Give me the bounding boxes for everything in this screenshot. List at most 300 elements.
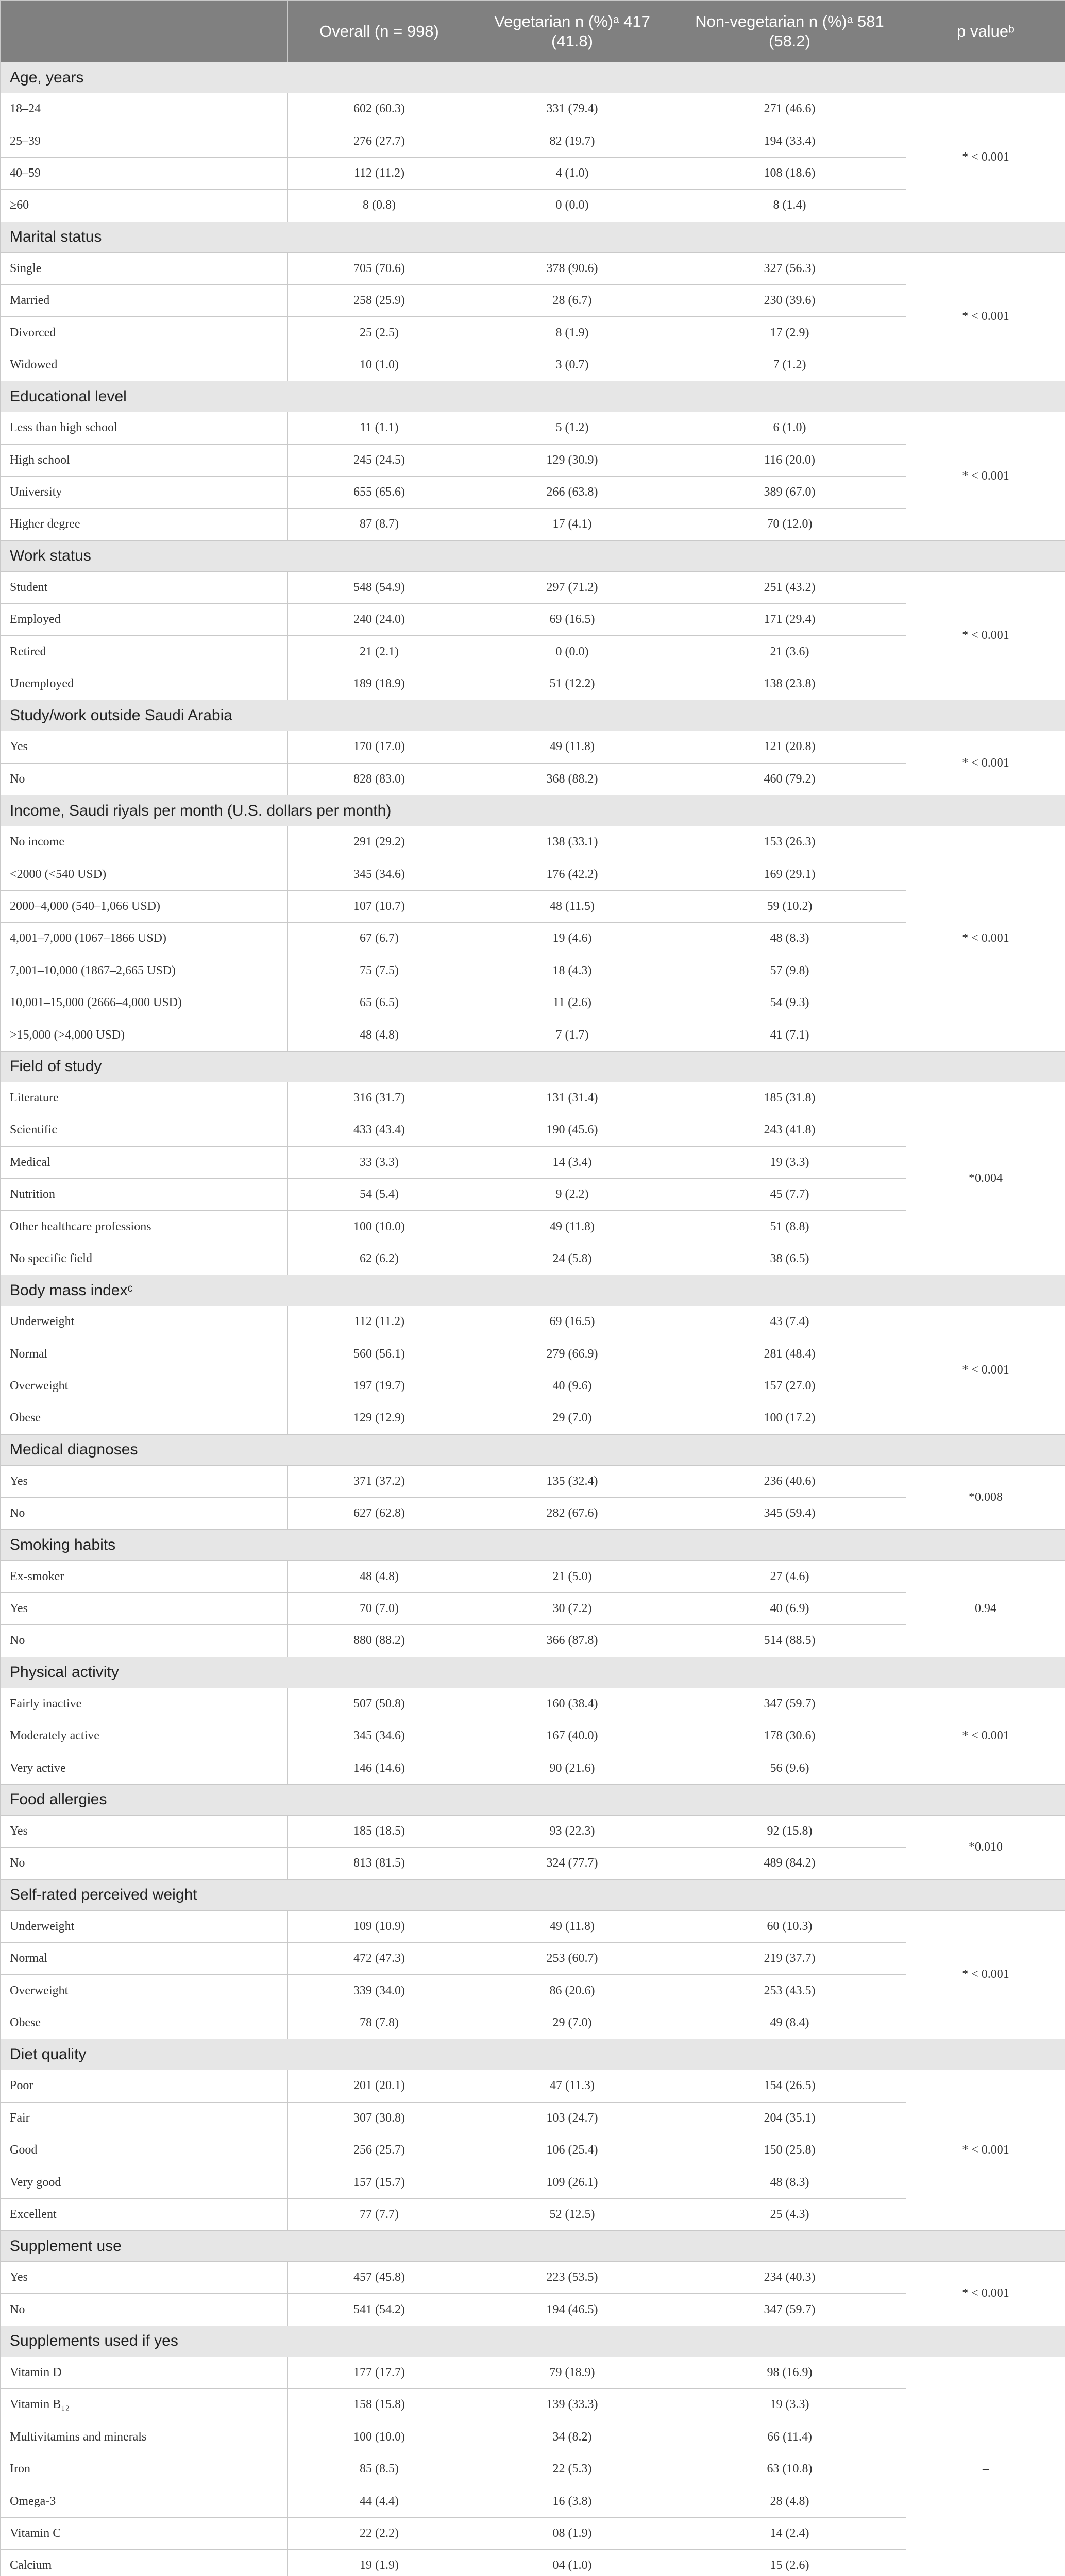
non-vegetarian-value: 17 (2.9): [673, 317, 906, 349]
p-value: * < 0.001: [906, 2262, 1065, 2326]
overall-value: 21 (2.1): [288, 636, 471, 668]
overall-value: 157 (15.7): [288, 2166, 471, 2198]
section-header-row: [1, 1434, 1065, 1465]
row-label: Single: [1, 252, 288, 284]
table-row: [1, 1465, 1065, 1497]
p-value: * < 0.001: [906, 93, 1065, 222]
row-label: Widowed: [1, 349, 288, 381]
section-title: Smoking habits: [1, 1530, 1065, 1561]
table-row: [1, 955, 1065, 987]
vegetarian-value: 04 (1.0): [471, 2550, 673, 2576]
section-header-row: [1, 1275, 1065, 1306]
non-vegetarian-value: 54 (9.3): [673, 987, 906, 1019]
table-row: [1, 2007, 1065, 2039]
table-row: [1, 476, 1065, 508]
overall-value: 201 (20.1): [288, 2070, 471, 2102]
header-p-value: p valueᵇ: [906, 1, 1065, 62]
overall-value: 25 (2.5): [288, 317, 471, 349]
overall-value: 67 (6.7): [288, 923, 471, 955]
row-label: Ex-smoker: [1, 1561, 288, 1592]
non-vegetarian-value: 194 (33.4): [673, 125, 906, 157]
row-label: Multivitamins and minerals: [1, 2421, 288, 2453]
p-value: –: [906, 2357, 1065, 2576]
row-label: No: [1, 2294, 288, 2326]
non-vegetarian-value: 66 (11.4): [673, 2421, 906, 2453]
table-row: [1, 1592, 1065, 1624]
section-header-row: [1, 795, 1065, 826]
section-header-row: [1, 1530, 1065, 1561]
p-value: * < 0.001: [906, 412, 1065, 541]
overall-value: 548 (54.9): [288, 571, 471, 603]
overall-value: 65 (6.5): [288, 987, 471, 1019]
non-vegetarian-value: 150 (25.8): [673, 2134, 906, 2166]
header-label-column: [1, 1, 288, 62]
row-label: Vitamin B₁₂: [1, 2389, 288, 2421]
non-vegetarian-value: 121 (20.8): [673, 731, 906, 763]
overall-value: 77 (7.7): [288, 2198, 471, 2230]
section-header-row: [1, 2039, 1065, 2070]
overall-value: 828 (83.0): [288, 763, 471, 795]
table-row: [1, 1561, 1065, 1592]
row-label: Higher degree: [1, 509, 288, 540]
vegetarian-value: 129 (30.9): [471, 444, 673, 476]
row-label: Divorced: [1, 317, 288, 349]
table-row: [1, 2166, 1065, 2198]
overall-value: 109 (10.9): [288, 1910, 471, 1942]
non-vegetarian-value: 347 (59.7): [673, 1688, 906, 1720]
overall-value: 345 (34.6): [288, 1720, 471, 1752]
row-label: Moderately active: [1, 1720, 288, 1752]
table-row: [1, 1306, 1065, 1338]
vegetarian-value: 48 (11.5): [471, 890, 673, 922]
row-label: 7,001–10,000 (1867–2,665 USD): [1, 955, 288, 987]
table-row: [1, 1498, 1065, 1530]
row-label: Good: [1, 2134, 288, 2166]
overall-value: 100 (10.0): [288, 2421, 471, 2453]
non-vegetarian-value: 178 (30.6): [673, 1720, 906, 1752]
non-vegetarian-value: 116 (20.0): [673, 444, 906, 476]
section-title: Diet quality: [1, 2039, 1065, 2070]
overall-value: 19 (1.9): [288, 2550, 471, 2576]
row-label: Normal: [1, 1338, 288, 1370]
table-row: [1, 731, 1065, 763]
vegetarian-value: 14 (3.4): [471, 1146, 673, 1178]
table-row: [1, 509, 1065, 540]
row-label: Underweight: [1, 1306, 288, 1338]
overall-value: 44 (4.4): [288, 2485, 471, 2517]
non-vegetarian-value: 108 (18.6): [673, 157, 906, 189]
row-label: Yes: [1, 1465, 288, 1497]
overall-value: 258 (25.9): [288, 284, 471, 316]
section-title: Age, years: [1, 62, 1065, 93]
vegetarian-value: 24 (5.8): [471, 1243, 673, 1275]
row-label: Vitamin D: [1, 2357, 288, 2388]
vegetarian-value: 378 (90.6): [471, 252, 673, 284]
non-vegetarian-value: 138 (23.8): [673, 668, 906, 700]
section-header-row: [1, 2231, 1065, 2262]
non-vegetarian-value: 28 (4.8): [673, 2485, 906, 2517]
vegetarian-value: 167 (40.0): [471, 1720, 673, 1752]
overall-value: 339 (34.0): [288, 1975, 471, 2007]
vegetarian-value: 103 (24.7): [471, 2102, 673, 2134]
non-vegetarian-value: 347 (59.7): [673, 2294, 906, 2326]
table-row: [1, 317, 1065, 349]
non-vegetarian-value: 8 (1.4): [673, 190, 906, 222]
p-value: 0.94: [906, 1561, 1065, 1657]
vegetarian-value: 223 (53.5): [471, 2262, 673, 2294]
vegetarian-value: 49 (11.8): [471, 1910, 673, 1942]
row-label: Employed: [1, 604, 288, 636]
overall-value: 170 (17.0): [288, 731, 471, 763]
row-label: Married: [1, 284, 288, 316]
overall-value: 371 (37.2): [288, 1465, 471, 1497]
section-title: Supplement use: [1, 2231, 1065, 2262]
overall-value: 197 (19.7): [288, 1370, 471, 1402]
overall-value: 189 (18.9): [288, 668, 471, 700]
vegetarian-value: 40 (9.6): [471, 1370, 673, 1402]
non-vegetarian-value: 185 (31.8): [673, 1082, 906, 1114]
vegetarian-value: 93 (22.3): [471, 1815, 673, 1847]
non-vegetarian-value: 43 (7.4): [673, 1306, 906, 1338]
row-label: Calcium: [1, 2550, 288, 2576]
table-row: [1, 1402, 1065, 1434]
p-value: * < 0.001: [906, 2070, 1065, 2231]
table-row: [1, 2198, 1065, 2230]
overall-value: 146 (14.6): [288, 1752, 471, 1784]
table-row: [1, 1720, 1065, 1752]
overall-value: 112 (11.2): [288, 1306, 471, 1338]
overall-value: 276 (27.7): [288, 125, 471, 157]
table-row: [1, 2134, 1065, 2166]
header-vegetarian: Vegetarian n (%)ᵃ 417 (41.8): [471, 1, 673, 62]
vegetarian-value: 47 (11.3): [471, 2070, 673, 2102]
vegetarian-value: 138 (33.1): [471, 826, 673, 858]
non-vegetarian-value: 60 (10.3): [673, 1910, 906, 1942]
table-row: [1, 93, 1065, 125]
table-row: [1, 2550, 1065, 2576]
vegetarian-value: 368 (88.2): [471, 763, 673, 795]
vegetarian-value: 49 (11.8): [471, 1211, 673, 1243]
non-vegetarian-value: 15 (2.6): [673, 2550, 906, 2576]
overall-value: 705 (70.6): [288, 252, 471, 284]
overall-value: 85 (8.5): [288, 2453, 471, 2485]
overall-value: 433 (43.4): [288, 1114, 471, 1146]
vegetarian-value: 3 (0.7): [471, 349, 673, 381]
overall-value: 70 (7.0): [288, 1592, 471, 1624]
table-row: [1, 125, 1065, 157]
row-label: Scientific: [1, 1114, 288, 1146]
row-label: Normal: [1, 1942, 288, 1974]
vegetarian-value: 190 (45.6): [471, 1114, 673, 1146]
vegetarian-value: 160 (38.4): [471, 1688, 673, 1720]
row-label: No specific field: [1, 1243, 288, 1275]
row-label: Yes: [1, 2262, 288, 2294]
section-title: Field of study: [1, 1051, 1065, 1082]
section-title: Medical diagnoses: [1, 1434, 1065, 1465]
p-value: * < 0.001: [906, 252, 1065, 381]
table-row: [1, 636, 1065, 668]
row-label: Very active: [1, 1752, 288, 1784]
overall-value: 100 (10.0): [288, 1211, 471, 1243]
vegetarian-value: 86 (20.6): [471, 1975, 673, 2007]
overall-value: 177 (17.7): [288, 2357, 471, 2388]
vegetarian-value: 90 (21.6): [471, 1752, 673, 1784]
overall-value: 560 (56.1): [288, 1338, 471, 1370]
row-label: Unemployed: [1, 668, 288, 700]
overall-value: 345 (34.6): [288, 858, 471, 890]
section-title: Physical activity: [1, 1657, 1065, 1688]
row-label: Other healthcare professions: [1, 1211, 288, 1243]
overall-value: 22 (2.2): [288, 2517, 471, 2549]
vegetarian-value: 82 (19.7): [471, 125, 673, 157]
table-row: [1, 1082, 1065, 1114]
overall-value: 48 (4.8): [288, 1019, 471, 1051]
vegetarian-value: 08 (1.9): [471, 2517, 673, 2549]
table-row: [1, 2294, 1065, 2326]
non-vegetarian-value: 70 (12.0): [673, 509, 906, 540]
table-row: [1, 252, 1065, 284]
section-header-row: [1, 540, 1065, 571]
non-vegetarian-value: 271 (46.6): [673, 93, 906, 125]
table-row: [1, 1211, 1065, 1243]
overall-value: 54 (5.4): [288, 1178, 471, 1210]
overall-value: 112 (11.2): [288, 157, 471, 189]
table-row: [1, 1910, 1065, 1942]
overall-value: 813 (81.5): [288, 1848, 471, 1879]
overall-value: 291 (29.2): [288, 826, 471, 858]
row-label: No income: [1, 826, 288, 858]
p-value: * < 0.001: [906, 1910, 1065, 2039]
non-vegetarian-value: 14 (2.4): [673, 2517, 906, 2549]
row-label: Omega-3: [1, 2485, 288, 2517]
row-label: 10,001–15,000 (2666–4,000 USD): [1, 987, 288, 1019]
overall-value: 541 (54.2): [288, 2294, 471, 2326]
overall-value: 158 (15.8): [288, 2389, 471, 2421]
row-label: Obese: [1, 2007, 288, 2039]
non-vegetarian-value: 41 (7.1): [673, 1019, 906, 1051]
vegetarian-value: 282 (67.6): [471, 1498, 673, 1530]
p-value: * < 0.001: [906, 1688, 1065, 1784]
table-row: [1, 412, 1065, 444]
table-row: [1, 1848, 1065, 1879]
p-value: * < 0.001: [906, 826, 1065, 1052]
row-label: No: [1, 1625, 288, 1657]
table-row: [1, 2262, 1065, 2294]
vegetarian-value: 253 (60.7): [471, 1942, 673, 1974]
vegetarian-value: 11 (2.6): [471, 987, 673, 1019]
vegetarian-value: 29 (7.0): [471, 1402, 673, 1434]
non-vegetarian-value: 219 (37.7): [673, 1942, 906, 1974]
non-vegetarian-value: 38 (6.5): [673, 1243, 906, 1275]
non-vegetarian-value: 345 (59.4): [673, 1498, 906, 1530]
table-row: [1, 987, 1065, 1019]
non-vegetarian-value: 48 (8.3): [673, 2166, 906, 2198]
table-body: [1, 62, 1065, 2576]
table-row: [1, 890, 1065, 922]
header-non-vegetarian: Non-vegetarian n (%)ᵃ 581 (58.2): [673, 1, 906, 62]
non-vegetarian-value: 234 (40.3): [673, 2262, 906, 2294]
table-row: [1, 1625, 1065, 1657]
overall-value: 129 (12.9): [288, 1402, 471, 1434]
row-label: Very good: [1, 2166, 288, 2198]
overall-value: 316 (31.7): [288, 1082, 471, 1114]
non-vegetarian-value: 27 (4.6): [673, 1561, 906, 1592]
row-label: Vitamin C: [1, 2517, 288, 2549]
table-row: [1, 1114, 1065, 1146]
section-title: Work status: [1, 540, 1065, 571]
table-row: [1, 444, 1065, 476]
non-vegetarian-value: 171 (29.4): [673, 604, 906, 636]
section-title: Marital status: [1, 222, 1065, 252]
vegetarian-value: 194 (46.5): [471, 2294, 673, 2326]
row-label: No: [1, 763, 288, 795]
vegetarian-value: 4 (1.0): [471, 157, 673, 189]
row-label: Student: [1, 571, 288, 603]
overall-value: 240 (24.0): [288, 604, 471, 636]
non-vegetarian-value: 243 (41.8): [673, 1114, 906, 1146]
non-vegetarian-value: 236 (40.6): [673, 1465, 906, 1497]
row-label: Yes: [1, 1815, 288, 1847]
row-label: 2000–4,000 (540–1,066 USD): [1, 890, 288, 922]
table-row: [1, 1146, 1065, 1178]
table-row: [1, 2421, 1065, 2453]
non-vegetarian-value: 157 (27.0): [673, 1370, 906, 1402]
non-vegetarian-value: 489 (84.2): [673, 1848, 906, 1879]
row-label: ≥60: [1, 190, 288, 222]
vegetarian-value: 51 (12.2): [471, 668, 673, 700]
non-vegetarian-value: 56 (9.6): [673, 1752, 906, 1784]
row-label: University: [1, 476, 288, 508]
vegetarian-value: 8 (1.9): [471, 317, 673, 349]
row-label: Medical: [1, 1146, 288, 1178]
table-row: [1, 604, 1065, 636]
p-value: * < 0.001: [906, 731, 1065, 795]
table-row: [1, 1688, 1065, 1720]
section-title: Income, Saudi riyals per month (U.S. dollars per month): [1, 795, 1065, 826]
table-row: [1, 1370, 1065, 1402]
vegetarian-value: 19 (4.6): [471, 923, 673, 955]
non-vegetarian-value: 57 (9.8): [673, 955, 906, 987]
table-header-row: [1, 1, 1065, 62]
table-row: [1, 2517, 1065, 2549]
non-vegetarian-value: 59 (10.2): [673, 890, 906, 922]
row-label: No: [1, 1848, 288, 1879]
non-vegetarian-value: 169 (29.1): [673, 858, 906, 890]
non-vegetarian-value: 98 (16.9): [673, 2357, 906, 2388]
non-vegetarian-value: 327 (56.3): [673, 252, 906, 284]
row-label: Fairly inactive: [1, 1688, 288, 1720]
table-row: [1, 1338, 1065, 1370]
overall-value: 627 (62.8): [288, 1498, 471, 1530]
section-title: Self-rated perceived weight: [1, 1879, 1065, 1910]
header-overall: Overall (n = 998): [288, 1, 471, 62]
section-header-row: [1, 1879, 1065, 1910]
non-vegetarian-value: 21 (3.6): [673, 636, 906, 668]
row-label: Overweight: [1, 1370, 288, 1402]
vegetarian-value: 69 (16.5): [471, 1306, 673, 1338]
table-row: [1, 1243, 1065, 1275]
vegetarian-value: 139 (33.3): [471, 2389, 673, 2421]
vegetarian-value: 279 (66.9): [471, 1338, 673, 1370]
section-header-row: [1, 1657, 1065, 1688]
vegetarian-value: 0 (0.0): [471, 190, 673, 222]
table-row: [1, 2453, 1065, 2485]
non-vegetarian-value: 253 (43.5): [673, 1975, 906, 2007]
p-value: *0.010: [906, 1815, 1065, 1879]
non-vegetarian-value: 460 (79.2): [673, 763, 906, 795]
table-row: [1, 826, 1065, 858]
overall-value: 256 (25.7): [288, 2134, 471, 2166]
vegetarian-value: 135 (32.4): [471, 1465, 673, 1497]
table-row: [1, 2357, 1065, 2388]
vegetarian-value: 69 (16.5): [471, 604, 673, 636]
table-row: [1, 1178, 1065, 1210]
section-header-row: [1, 700, 1065, 731]
row-label: Yes: [1, 1592, 288, 1624]
overall-value: 507 (50.8): [288, 1688, 471, 1720]
vegetarian-value: 109 (26.1): [471, 2166, 673, 2198]
table-row: [1, 1752, 1065, 1784]
table-row: [1, 190, 1065, 222]
overall-value: 75 (7.5): [288, 955, 471, 987]
overall-value: 245 (24.5): [288, 444, 471, 476]
section-header-row: [1, 2326, 1065, 2357]
vegetarian-value: 9 (2.2): [471, 1178, 673, 1210]
non-vegetarian-value: 153 (26.3): [673, 826, 906, 858]
vegetarian-value: 176 (42.2): [471, 858, 673, 890]
vegetarian-value: 17 (4.1): [471, 509, 673, 540]
overall-value: 8 (0.8): [288, 190, 471, 222]
row-label: Retired: [1, 636, 288, 668]
overall-value: 87 (8.7): [288, 509, 471, 540]
non-vegetarian-value: 19 (3.3): [673, 1146, 906, 1178]
table-row: [1, 2389, 1065, 2421]
non-vegetarian-value: 92 (15.8): [673, 1815, 906, 1847]
non-vegetarian-value: 63 (10.8): [673, 2453, 906, 2485]
table-row: [1, 2485, 1065, 2517]
table-row: [1, 923, 1065, 955]
vegetarian-value: 331 (79.4): [471, 93, 673, 125]
overall-value: 78 (7.8): [288, 2007, 471, 2039]
overall-value: 11 (1.1): [288, 412, 471, 444]
section-title: Body mass indexᶜ: [1, 1275, 1065, 1306]
non-vegetarian-value: 281 (48.4): [673, 1338, 906, 1370]
overall-value: 185 (18.5): [288, 1815, 471, 1847]
non-vegetarian-value: 6 (1.0): [673, 412, 906, 444]
table-row: [1, 668, 1065, 700]
row-label: Fair: [1, 2102, 288, 2134]
table-row: [1, 349, 1065, 381]
row-label: Literature: [1, 1082, 288, 1114]
vegetarian-value: 21 (5.0): [471, 1561, 673, 1592]
non-vegetarian-value: 25 (4.3): [673, 2198, 906, 2230]
vegetarian-value: 30 (7.2): [471, 1592, 673, 1624]
non-vegetarian-value: 230 (39.6): [673, 284, 906, 316]
row-label: Underweight: [1, 1910, 288, 1942]
vegetarian-value: 28 (6.7): [471, 284, 673, 316]
non-vegetarian-value: 100 (17.2): [673, 1402, 906, 1434]
vegetarian-value: 34 (8.2): [471, 2421, 673, 2453]
row-label: Poor: [1, 2070, 288, 2102]
overall-value: 10 (1.0): [288, 349, 471, 381]
vegetarian-value: 0 (0.0): [471, 636, 673, 668]
table-row: [1, 1019, 1065, 1051]
vegetarian-value: 7 (1.7): [471, 1019, 673, 1051]
vegetarian-value: 266 (63.8): [471, 476, 673, 508]
overall-value: 880 (88.2): [288, 1625, 471, 1657]
overall-value: 62 (6.2): [288, 1243, 471, 1275]
row-label: 4,001–7,000 (1067–1866 USD): [1, 923, 288, 955]
